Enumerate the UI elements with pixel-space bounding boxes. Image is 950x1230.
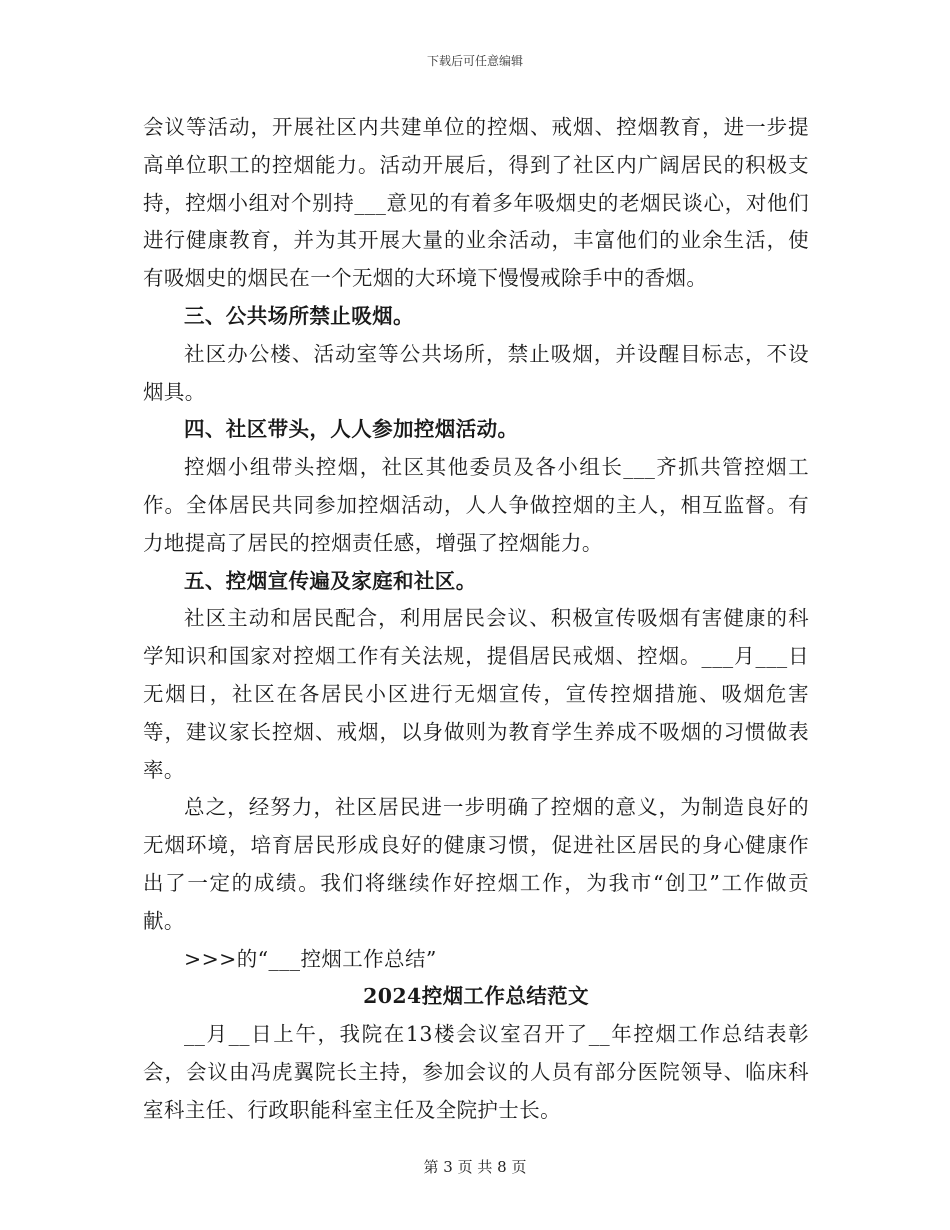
paragraph-5: 社区主动和居民配合，利用居民会议、积极宣传吸烟有害健康的科学知识和国家对控烟工作有关法规，提倡居民戒烟、控烟。___月___日无烟日，社区在各居民小区进行无烟宣传，宣传控烟措施、吸烟危害等，建议家长控烟、戒烟，以身做则为教育学生养成不吸烟的习惯做表率。 [143,606,809,782]
document-title: 2024控烟工作总结范文 [363,984,589,1009]
paragraph-8: __月__日上午，我院在13楼会议室召开了__年控烟工作总结表彰会，会议由冯虎翼院长主持，参加会议的人员有部分医院领导、临床科室科主任、行政职能科室主任及全院护士长。 [143,1022,809,1122]
paragraph-7: >>>的“___控烟工作总结” [184,946,437,971]
paragraph-4: 控烟小组带头控烟，社区其他委员及各小组长___齐抓共管控烟工作。全体居民共同参加控烟活动，人人争做控烟的主人，相互监督。有力地提高了居民的控烟责任感，增强了控烟能力。 [143,455,809,555]
paragraph-6: 总之，经努力，社区居民进一步明确了控烟的意义，为制造良好的无烟环境，培育居民形成良好的健康习惯，促进社区居民的身心健康作出了一定的成绩。我们将继续作好控烟工作，为我市“创卫”工作做贡献。 [143,795,809,933]
paragraph-3: 社区办公楼、活动室等公共场所，禁止吸烟，并设醒目标志，不设烟具。 [143,341,809,404]
page-header: 下载后可任意编辑 [426,54,523,68]
paragraph-1: 会议等活动，开展社区内共建单位的控烟、戒烟、控烟教育，进一步提高单位职工的控烟能力。活动开展后，得到了社区内广阔居民的积极支持，控烟小组对个别持___意见的有着多年吸烟史的老烟民谈心，对他们进行健康教育，并为其开展大量的业余活动，丰富他们的业余生活，使有吸烟史的烟民在一个无烟的大环境下慢慢戒除手中的香烟。 [143,115,809,291]
document-body [143,109,809,1130]
section-heading-4: 四、社区带头，人人参加控烟活动。 [184,417,519,442]
section-heading-5: 五、控烟宣传遍及家庭和社区。 [184,568,477,593]
page-footer: 第 3 页 共 8 页 [423,1158,527,1176]
section-heading-3: 三、公共场所禁止吸烟。 [184,303,414,328]
